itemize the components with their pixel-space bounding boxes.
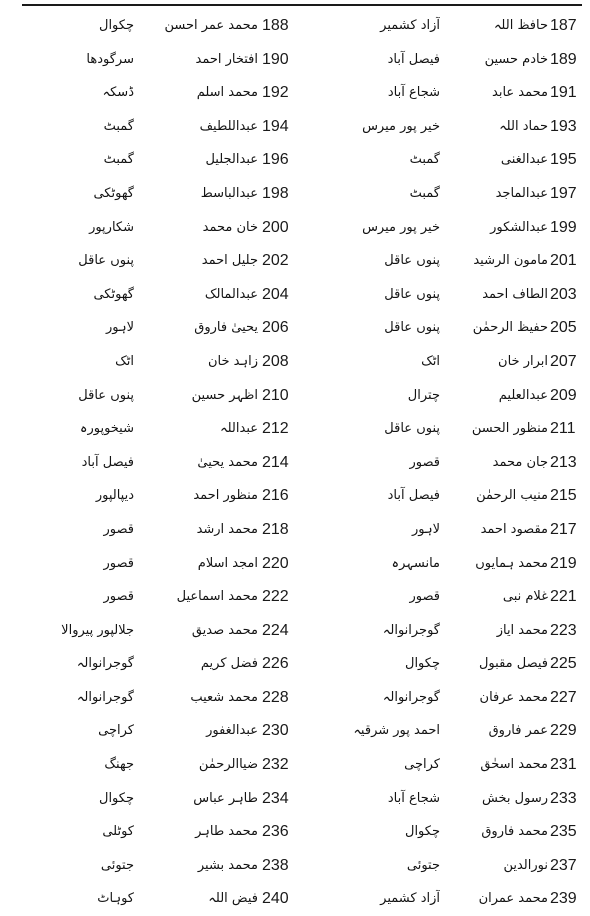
right-person-name: خادم حسین <box>484 51 548 67</box>
left-person-name: محمد یحییٰ <box>197 454 258 470</box>
right-serial-number: 213 <box>550 453 577 471</box>
right-serial-number: 197 <box>550 184 577 202</box>
right-person-name: محمد اسحٰق <box>480 757 548 773</box>
right-city: گوجرانوالہ <box>382 622 440 638</box>
left-city: گھوٹکی <box>93 185 134 201</box>
left-person-name: ضیاالرحمٰن <box>198 757 258 773</box>
left-city: اٹک <box>115 353 134 369</box>
left-person-name: عبدالغفور <box>206 723 258 739</box>
left-city: گھوٹکی <box>93 286 134 302</box>
left-city: قصور <box>103 521 134 537</box>
list-row <box>0 513 590 547</box>
right-person-name: محمد ہمایوں <box>475 555 548 571</box>
left-serial-number: 190 <box>262 50 289 68</box>
right-person-name: محمد عرفان <box>479 689 548 705</box>
right-person-name: عبدالعلیم <box>498 387 548 403</box>
right-serial-number: 205 <box>550 319 577 337</box>
left-person-name: جلیل احمد <box>201 253 258 269</box>
right-person-name: فیصل مقبول <box>478 656 548 672</box>
left-person-name: محمد صدیق <box>191 622 258 638</box>
left-city: کراچی <box>98 723 134 739</box>
left-serial-number: 232 <box>262 756 289 774</box>
right-person-name: ابرار خان <box>498 353 548 369</box>
right-city: اٹک <box>421 353 440 369</box>
left-city: گوجرانوالہ <box>76 656 134 672</box>
left-person-name: منظور احمد <box>193 488 258 504</box>
list-row <box>0 278 590 312</box>
list-row <box>0 9 590 43</box>
left-city: لاہور <box>105 320 134 336</box>
list-row <box>0 815 590 849</box>
right-serial-number: 239 <box>550 890 577 908</box>
left-serial-number: 196 <box>262 151 289 169</box>
right-city: شجاع آباد <box>387 85 440 101</box>
right-person-name: غلام نبی <box>502 589 548 605</box>
left-serial-number: 202 <box>262 252 289 270</box>
right-serial-number: 217 <box>550 520 577 538</box>
left-serial-number: 188 <box>262 17 289 34</box>
right-city: پنوں عاقل <box>384 286 440 302</box>
right-person-name: عبدالغنی <box>500 152 548 168</box>
right-city: پنوں عاقل <box>384 421 440 437</box>
left-serial-number: 220 <box>262 554 289 572</box>
left-serial-number: 222 <box>262 588 289 606</box>
right-city: خیر پور میرس <box>362 219 440 235</box>
list-row <box>0 748 590 782</box>
right-serial-number: 189 <box>550 50 577 68</box>
left-person-name: عبدالجلیل <box>205 152 258 168</box>
right-city: پنوں عاقل <box>384 320 440 336</box>
right-serial-number: 207 <box>550 352 577 370</box>
right-serial-number: 227 <box>550 688 577 706</box>
list-row <box>0 849 590 883</box>
right-city: فیصل آباد <box>387 51 440 67</box>
right-city: گوجرانوالہ <box>382 689 440 705</box>
left-city: شکارپور <box>89 219 134 235</box>
left-serial-number: 212 <box>262 420 289 438</box>
left-city: قصور <box>103 555 134 571</box>
right-serial-number: 203 <box>550 285 577 303</box>
left-person-name: محمد اسلم <box>196 85 258 101</box>
left-city: پنوں عاقل <box>78 387 134 403</box>
left-serial-number: 234 <box>262 789 289 807</box>
right-city: چکوال <box>405 824 440 840</box>
right-serial-number: 195 <box>550 151 577 169</box>
right-serial-number: 235 <box>550 823 577 841</box>
right-serial-number: 219 <box>550 554 577 572</box>
right-serial-number: 211 <box>550 420 576 438</box>
right-serial-number: 199 <box>550 218 577 236</box>
left-person-name: عبداللہ <box>220 421 258 437</box>
left-person-name: محمد شعیب <box>190 689 258 705</box>
right-city: قصور <box>409 589 440 605</box>
right-person-name: محمد ایاز <box>496 622 548 638</box>
right-serial-number: 201 <box>550 252 577 270</box>
left-person-name: محمد بشیر <box>197 857 258 873</box>
right-person-name: محمد فاروق <box>481 824 548 840</box>
left-serial-number: 198 <box>262 184 289 202</box>
left-serial-number: 210 <box>262 386 289 404</box>
left-person-name: افتخار احمد <box>195 51 258 67</box>
right-city: چکوال <box>405 656 440 672</box>
right-city: آزاد کشمیر <box>380 891 440 907</box>
right-person-name: حماد اللہ <box>499 118 548 134</box>
list-row <box>0 580 590 614</box>
left-serial-number: 226 <box>262 655 289 673</box>
left-city: گمبٹ <box>103 152 134 168</box>
left-serial-number: 228 <box>262 688 289 706</box>
left-serial-number: 230 <box>262 722 289 740</box>
left-person-name: امجد اسلام <box>197 555 258 571</box>
right-city: احمد پور شرقیہ <box>353 723 440 739</box>
left-person-name: عبداللطیف <box>199 118 258 134</box>
list-row <box>0 345 590 379</box>
list-row <box>0 614 590 648</box>
right-city: کراچی <box>404 757 440 773</box>
right-city: پنوں عاقل <box>384 253 440 269</box>
right-person-name: مقصود احمد <box>480 521 548 537</box>
left-serial-number: 216 <box>262 487 289 505</box>
left-city: شیخوپورہ <box>79 421 134 437</box>
left-city: گوجرانوالہ <box>76 689 134 705</box>
left-person-name: طاہر عباس <box>193 790 258 806</box>
left-city: کوٹلی <box>102 824 134 840</box>
left-person-name: فضل کریم <box>200 656 258 672</box>
right-city: لاہور <box>411 521 440 537</box>
left-serial-number: 194 <box>262 117 289 135</box>
left-person-name: عبدالباسط <box>200 185 258 201</box>
right-city: شجاع آباد <box>387 790 440 806</box>
right-city: قصور <box>409 454 440 470</box>
right-serial-number: 225 <box>550 655 577 673</box>
left-city: سرگودھا <box>86 51 134 67</box>
list-row <box>0 547 590 581</box>
list-row <box>0 412 590 446</box>
right-serial-number: 231 <box>550 756 577 774</box>
left-person-name: محمد طاہر <box>195 824 258 840</box>
left-serial-number: 240 <box>262 890 289 908</box>
right-city: گمبٹ <box>409 152 440 168</box>
left-city: چکوال <box>99 790 134 806</box>
list-row <box>0 76 590 110</box>
right-serial-number: 191 <box>550 84 577 102</box>
right-city: مانسہرہ <box>391 555 440 571</box>
left-city: فیصل آباد <box>81 454 134 470</box>
list-row <box>0 244 590 278</box>
left-serial-number: 208 <box>262 352 289 370</box>
list-row <box>0 110 590 144</box>
list-row <box>0 177 590 211</box>
right-person-name: جان محمد <box>492 454 548 470</box>
right-city: گمبٹ <box>409 185 440 201</box>
left-city: ڈسکہ <box>102 85 134 101</box>
right-serial-number: 229 <box>550 722 577 740</box>
list-row <box>0 681 590 715</box>
right-person-name: مامون الرشید <box>473 253 548 269</box>
name-list <box>0 9 590 916</box>
left-person-name: محمد عمر احسن <box>164 18 258 33</box>
list-row <box>0 714 590 748</box>
left-person-name: عبدالمالک <box>204 286 258 302</box>
left-serial-number: 224 <box>262 621 289 639</box>
right-serial-number: 233 <box>550 789 577 807</box>
right-city: چترال <box>407 387 440 403</box>
right-person-name: عمر فاروق <box>488 723 548 739</box>
left-city: چکوال <box>99 18 134 33</box>
right-serial-number: 223 <box>550 621 577 639</box>
left-serial-number: 200 <box>262 218 289 236</box>
right-person-name: منظور الحسن <box>471 421 548 437</box>
right-serial-number: 215 <box>550 487 577 505</box>
left-serial-number: 238 <box>262 856 289 874</box>
left-serial-number: 204 <box>262 285 289 303</box>
list-row <box>0 211 590 245</box>
left-person-name: فیض اللہ <box>208 891 258 907</box>
left-serial-number: 206 <box>262 319 289 337</box>
right-person-name: محمد عابد <box>492 85 548 101</box>
left-city: کوہاٹ <box>97 891 134 907</box>
right-serial-number: 193 <box>550 117 577 135</box>
left-serial-number: 192 <box>262 84 289 102</box>
top-rule <box>22 4 582 6</box>
left-serial-number: 236 <box>262 823 289 841</box>
list-row <box>0 43 590 77</box>
right-person-name: منیب الرحمٰن <box>476 488 548 504</box>
left-person-name: اظہر حسین <box>191 387 258 403</box>
left-city: دیپالپور <box>95 488 134 504</box>
list-row <box>0 479 590 513</box>
right-person-name: حفیظ الرحمٰن <box>472 320 548 336</box>
left-city: جھنگ <box>104 757 134 773</box>
right-city: آزاد کشمیر <box>380 18 440 33</box>
left-city: جلالپور پیروالا <box>61 622 134 638</box>
right-person-name: عبدالماجد <box>495 185 548 201</box>
left-person-name: محمد اسماعیل <box>176 589 258 605</box>
left-city: پنوں عاقل <box>78 253 134 269</box>
right-person-name: محمد عمران <box>478 891 548 907</box>
left-city: قصور <box>103 589 134 605</box>
list-row <box>0 143 590 177</box>
right-serial-number: 221 <box>550 588 577 606</box>
right-serial-number: 237 <box>550 856 577 874</box>
right-person-name: عبدالشکور <box>490 219 548 235</box>
list-row <box>0 379 590 413</box>
left-person-name: خان محمد <box>202 219 258 235</box>
right-person-name: حافظ اللہ <box>493 18 548 33</box>
list-row <box>0 311 590 345</box>
list-row <box>0 647 590 681</box>
left-person-name: محمد ارشد <box>196 521 258 537</box>
right-city: فیصل آباد <box>387 488 440 504</box>
left-city: جتوئی <box>100 857 134 873</box>
right-city: خیر پور میرس <box>362 118 440 134</box>
left-serial-number: 218 <box>262 520 289 538</box>
list-row <box>0 882 590 916</box>
left-city: گمبٹ <box>103 118 134 134</box>
right-serial-number: 187 <box>550 17 577 34</box>
left-serial-number: 214 <box>262 453 289 471</box>
right-person-name: نورالدین <box>503 857 548 873</box>
right-serial-number: 209 <box>550 386 577 404</box>
right-city: جتوئی <box>406 857 440 873</box>
list-row <box>0 446 590 480</box>
left-person-name: زاہد خان <box>207 353 258 369</box>
left-person-name: یحییٰ فاروق <box>194 320 258 336</box>
right-person-name: رسول بخش <box>481 790 548 806</box>
right-person-name: الطاف احمد <box>482 286 548 302</box>
list-row <box>0 782 590 816</box>
